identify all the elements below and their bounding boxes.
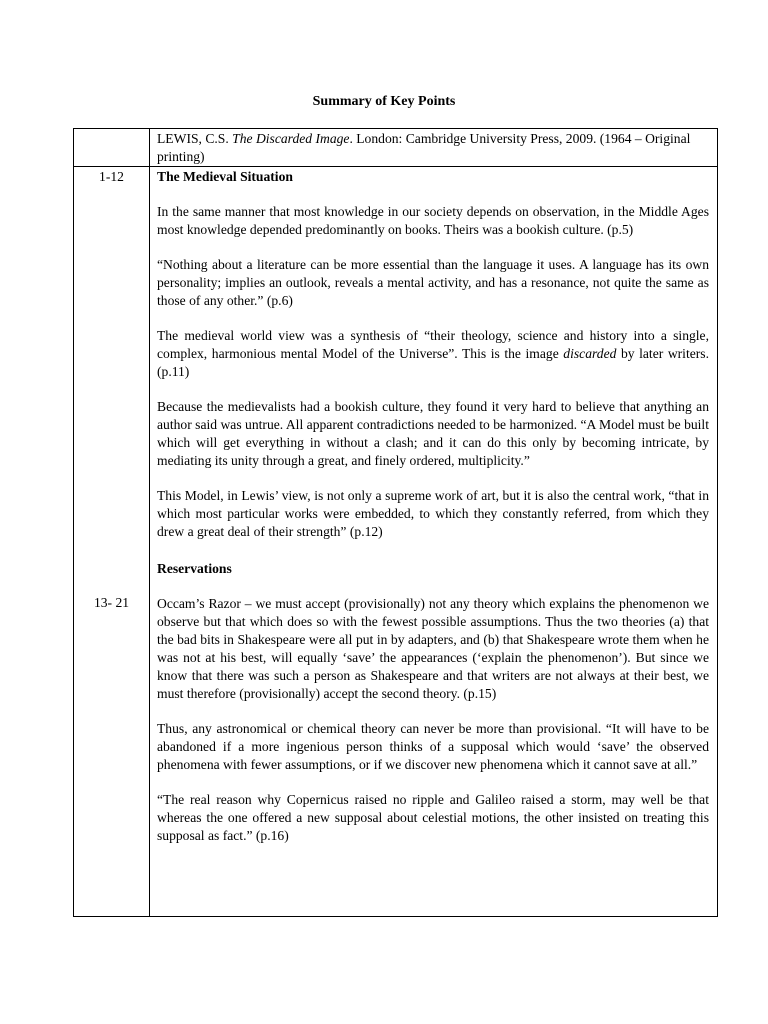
paragraph: This Model, in Lewis’ view, is not only a supreme work of art, but it is also the central work, “that in which most particular works were embedded, to which they constantly referred, from which they drew a great deal of their strength” (p.12) — [157, 488, 709, 539]
paragraph — [157, 327, 709, 381]
citation-details: . London: Cambridge University Press, 2009. (1964 – Original printing) — [157, 131, 691, 164]
paragraph: “The real reason why Copernicus raised no ripple and Galileo raised a storm, may well be that whereas the one offered a new supposal about celestial motions, the other insisted on treating this supposal as fact.” (p.16) — [157, 792, 709, 843]
paragraph-italic-text: discarded — [563, 346, 617, 361]
citation-author: LEWIS, C.S. — [157, 131, 233, 146]
paragraph-text: by later writers. (p.11) — [157, 346, 709, 379]
paragraph: Occam’s Razor – we must accept (provisionally) not any theory which explains the phenomenon we observe but that which does so with the fewest possible assumptions. Thus the two theories (a) that the bad bits in Shakespeare were all put in by adapters, and (b) that Shakespeare wrote them when he was not at his best, will equally ‘save’ the appearances (‘explain the phenomenon’). But since we know that there was such a person as Shakespeare and that writers are not always at their best, we must therefore (provisionally) accept the second theory. (p.15) — [157, 596, 709, 701]
paragraph: Thus, any astronomical or chemical theory can never be more than provisional. “It will have to be abandoned if a more ingenious person thinks of a supposal which would ‘save’ the observed phenomena with fewer assumptions, or if we discover new phenomena which it cannot save at all.” — [157, 721, 709, 772]
page-range-label-2: 13- 21 — [93, 595, 130, 610]
paragraph: “Nothing about a literature can be more essential than the language it uses. A language has its own personality; implies an outlook, reveals a mental activity, and has a resonance, not quite the same as those of any other.” (p.6) — [157, 257, 709, 308]
summary-table — [73, 128, 718, 917]
paragraph: In the same manner that most knowledge in our society depends on observation, in the Middle Ages most knowledge depended predominantly on books. Theirs was a bookish culture. (p.5) — [157, 204, 709, 237]
section-heading-medieval-situation: The Medieval Situation — [157, 169, 293, 184]
citation-cell — [150, 129, 718, 167]
paragraph-text: The medieval world view was a synthesis of “their theology, science and history into a single, complex, harmonious mental Model of the Universe”. This is the image — [157, 328, 709, 361]
section-row — [74, 167, 718, 917]
paragraph: Because the medievalists had a bookish culture, they found it very hard to believe that anything an author said was untrue. All apparent contradictions needed to be harmonized. “A Model must be built which will get everything in without a clash; and it can do this only by becoming intricate, by mediating its unity through a great, and finely ordered, multiplicity.” — [157, 399, 709, 468]
page-range-cell — [74, 167, 150, 917]
section-content-cell — [150, 167, 718, 917]
citation-row — [74, 129, 718, 167]
page-title: Summary of Key Points — [312, 94, 456, 109]
citation-range-cell — [74, 129, 150, 167]
section-heading-reservations: Reservations — [157, 561, 232, 576]
page-range-label-1: 1-12 — [99, 169, 124, 184]
citation-book-title: The Discarded Image — [232, 131, 350, 146]
